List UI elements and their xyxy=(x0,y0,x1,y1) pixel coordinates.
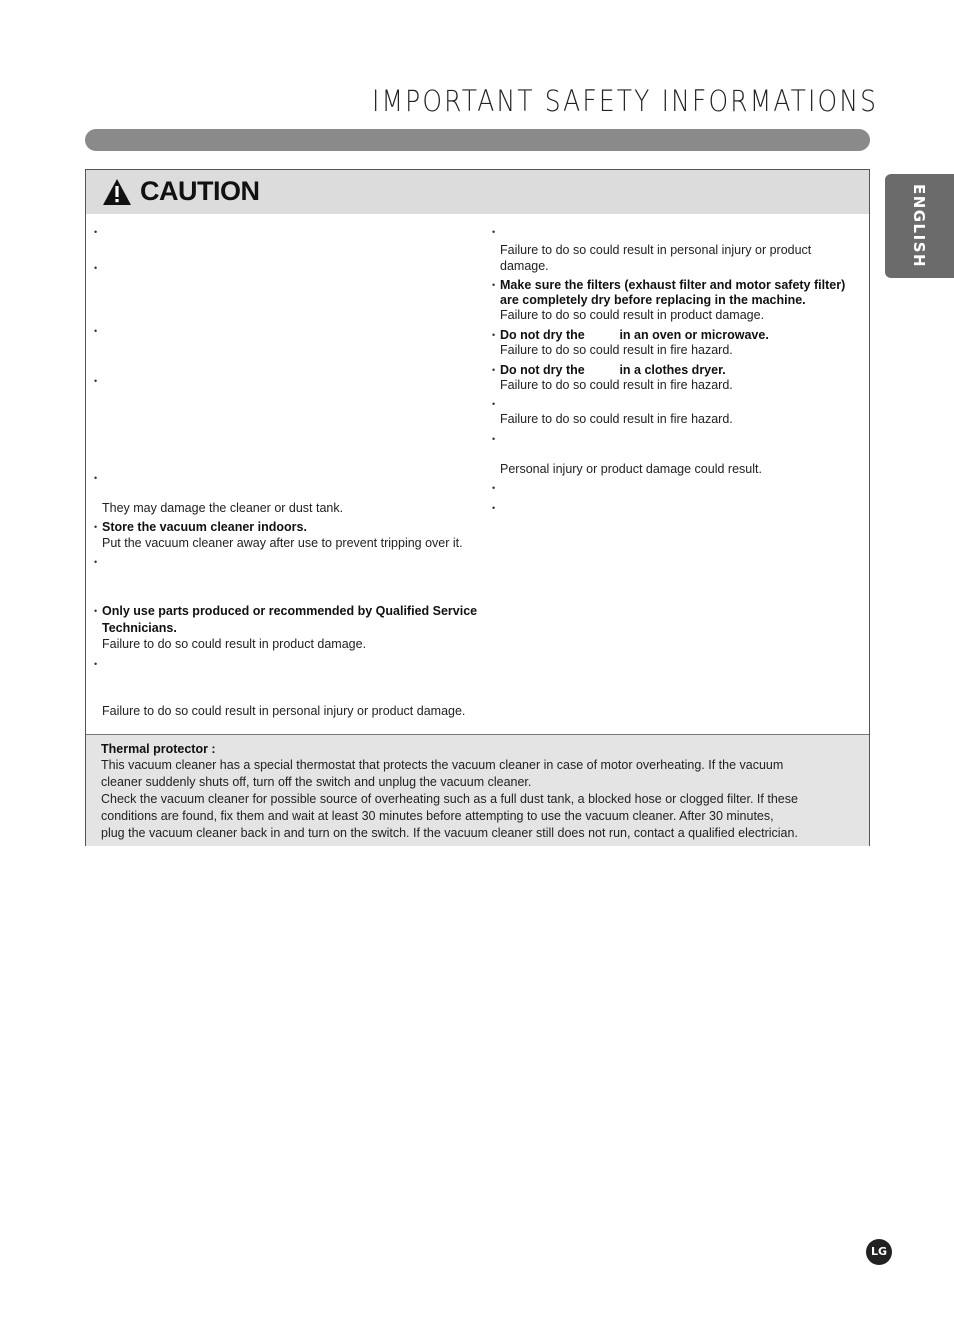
parts-text: Failure to do so could result in product damage. xyxy=(102,637,367,651)
parts-title-line1: Only use parts produced or recommended by Qualified Service xyxy=(102,604,478,618)
thermal-line: plug the vacuum cleaner back in and turn on the switch. If the vacuum cleaner still does not run, contact a qualified electrician. xyxy=(101,826,798,840)
dryer-text: Failure to do so could result in fire hazard. xyxy=(500,378,733,392)
bullet: • xyxy=(492,365,496,375)
thermal-line: Check the vacuum cleaner for possible source of overheating such as a full dust tank, a blocked hose or clogged filter. If these xyxy=(101,792,798,806)
fire-text: Failure to do so could result in fire hazard. xyxy=(500,412,733,426)
filters-title-line1: Make sure the filters (exhaust filter and motor safety filter) xyxy=(500,278,846,292)
title-divider-bar xyxy=(85,129,870,151)
dryer-title: Do not dry the in a clothes dryer. xyxy=(500,363,726,377)
lg-logo-text: LG xyxy=(870,1245,888,1258)
bullet: • xyxy=(492,227,496,237)
injury-line1: Failure to do so could result in personal injury or product xyxy=(500,243,812,257)
caution-header xyxy=(86,170,869,214)
oven-title: Do not dry the in an oven or microwave. xyxy=(500,328,769,342)
thermal-line: conditions are found, fix them and wait at least 30 minutes before attempting to use the vacuum cleaner. After 30 minutes, xyxy=(101,809,774,823)
language-tab-label: ENGLISH xyxy=(910,183,928,269)
language-tab xyxy=(885,174,954,278)
lg-logo-icon xyxy=(866,1239,892,1265)
caution-box xyxy=(85,169,870,846)
bullet: • xyxy=(492,280,496,290)
injury-text: Failure to do so could result in personal injury or product damage. xyxy=(102,704,466,718)
bullet: • xyxy=(94,659,98,669)
bullet: • xyxy=(94,473,98,483)
bullet: • xyxy=(492,330,496,340)
thermal-heading: Thermal protector : xyxy=(101,742,216,756)
dust-tank-note: They may damage the cleaner or dust tank. xyxy=(102,501,344,515)
store-indoors-title: Store the vacuum cleaner indoors. xyxy=(102,520,307,534)
caution-title: CAUTION xyxy=(140,176,260,206)
store-indoors-text: Put the vacuum cleaner away after use to prevent tripping over it. xyxy=(102,536,463,550)
thermal-line: This vacuum cleaner has a special thermostat that protects the vacuum cleaner in case of motor overheating. If the vacuum xyxy=(101,758,784,772)
thermal-line: cleaner suddenly shuts off, turn off the switch and unplug the vacuum cleaner. xyxy=(101,775,532,789)
bullet: • xyxy=(94,263,98,273)
personal-text: Personal injury or product damage could result. xyxy=(500,462,762,476)
bullet: • xyxy=(94,227,98,237)
bullet: • xyxy=(94,326,98,336)
warning-triangle-icon xyxy=(102,178,132,206)
bullet: • xyxy=(94,606,98,616)
thermal-protector-section xyxy=(86,734,869,846)
filters-text: Failure to do so could result in product damage. xyxy=(500,308,765,322)
bullet: • xyxy=(492,503,496,513)
filters-title-line2: are completely dry before replacing in the machine. xyxy=(500,293,806,307)
bullet: • xyxy=(492,434,496,444)
bullet: • xyxy=(94,557,98,567)
bullet: • xyxy=(492,483,496,493)
bullet: • xyxy=(94,522,98,532)
bullet: • xyxy=(94,376,98,386)
oven-text: Failure to do so could result in fire hazard. xyxy=(500,343,733,357)
injury-line2: damage. xyxy=(500,259,549,273)
parts-title-line2: Technicians. xyxy=(102,621,177,635)
page-title: IMPORTANT SAFETY INFORMATIONS xyxy=(372,84,879,118)
bullet: • xyxy=(492,399,496,409)
